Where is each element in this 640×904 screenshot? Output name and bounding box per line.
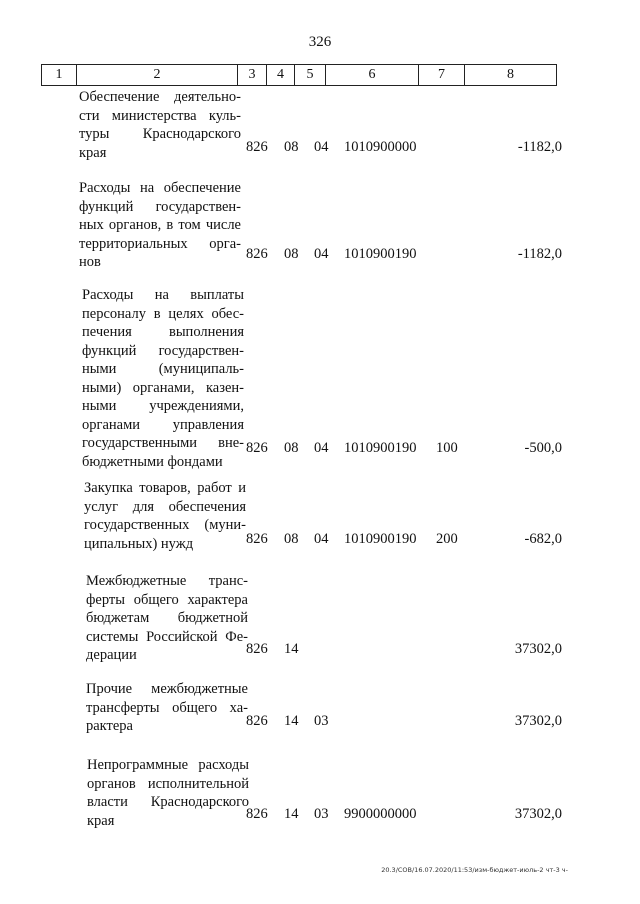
row-description: Межбюджетные транс-ферты общего характера бюджетам бюджетной системы Российской Фе-дерации xyxy=(86,573,248,663)
row-section-code: 08 xyxy=(284,440,299,456)
row-subsection-code: 03 xyxy=(314,713,329,729)
row-ministry-code: 826 xyxy=(246,641,268,657)
header-col-4: 4 xyxy=(267,65,295,86)
header-col-8: 8 xyxy=(465,65,557,86)
row-amount: 37302,0 xyxy=(514,641,562,657)
row-section-code: 08 xyxy=(284,531,299,547)
row-subsection-code: 03 xyxy=(314,806,329,822)
row-subsection-code: 04 xyxy=(314,139,329,155)
row-subsection-code: 04 xyxy=(314,246,329,262)
row-description: Расходы на обеспечение функций государствен-ных органов, в том числе территориальных орга-нов xyxy=(79,180,241,270)
header-col-5: 5 xyxy=(295,65,326,86)
header-col-7: 7 xyxy=(419,65,465,86)
row-ministry-code: 826 xyxy=(246,440,268,456)
row-amount: 37302,0 xyxy=(514,806,562,822)
row-ministry-code: 826 xyxy=(246,806,268,822)
row-section-code: 14 xyxy=(284,806,299,822)
row-section-code: 14 xyxy=(284,713,299,729)
row-description: Непрограммные расходы органов исполнительной власти Краснодарского края xyxy=(87,757,249,829)
row-amount: -1182,0 xyxy=(517,246,562,262)
header-col-3: 3 xyxy=(238,65,267,86)
row-ministry-code: 826 xyxy=(246,139,268,155)
header-col-6: 6 xyxy=(326,65,419,86)
row-description: Расходы на выплаты персоналу в целях обес-печения выполнения функций государствен-ными (муниципаль-ными) органами, казен-ными учреждениями, органами управления государственными вне-бюджетными фондами xyxy=(82,287,244,470)
row-amount: -682,0 xyxy=(524,531,562,547)
row-target-code: 1010900190 xyxy=(344,531,417,547)
row-section-code: 14 xyxy=(284,641,299,657)
row-expense-type: 100 xyxy=(436,440,458,456)
row-description: Закупка товаров, работ и услуг для обеспечения государственных (муни-ципальных) нужд xyxy=(84,480,246,552)
row-expense-type: 200 xyxy=(436,531,458,547)
row-amount: -500,0 xyxy=(524,440,562,456)
row-description: Прочие межбюджетные трансферты общего ха-рактера xyxy=(86,681,248,734)
page-number: 326 xyxy=(308,34,332,50)
table-header xyxy=(41,64,557,86)
row-subsection-code: 04 xyxy=(314,440,329,456)
row-ministry-code: 826 xyxy=(246,531,268,547)
row-amount: -1182,0 xyxy=(517,139,562,155)
row-section-code: 08 xyxy=(284,139,299,155)
row-amount: 37302,0 xyxy=(514,713,562,729)
row-ministry-code: 826 xyxy=(246,713,268,729)
row-target-code: 1010900190 xyxy=(344,246,417,262)
header-col-1: 1 xyxy=(42,65,77,86)
row-subsection-code: 04 xyxy=(314,531,329,547)
row-ministry-code: 826 xyxy=(246,246,268,262)
row-target-code: 1010900000 xyxy=(344,139,417,155)
row-description: Обеспечение деятельно-сти министерства куль-туры Краснодарского края xyxy=(79,89,241,161)
row-target-code: 1010900190 xyxy=(344,440,417,456)
header-col-2: 2 xyxy=(77,65,238,86)
row-target-code: 9900000000 xyxy=(344,806,417,822)
document-footer-stamp: 20.3/СОВ/16.07.2020/11:53/изм-бюджет-июль-2 чт-3 ч- xyxy=(381,866,568,874)
row-section-code: 08 xyxy=(284,246,299,262)
